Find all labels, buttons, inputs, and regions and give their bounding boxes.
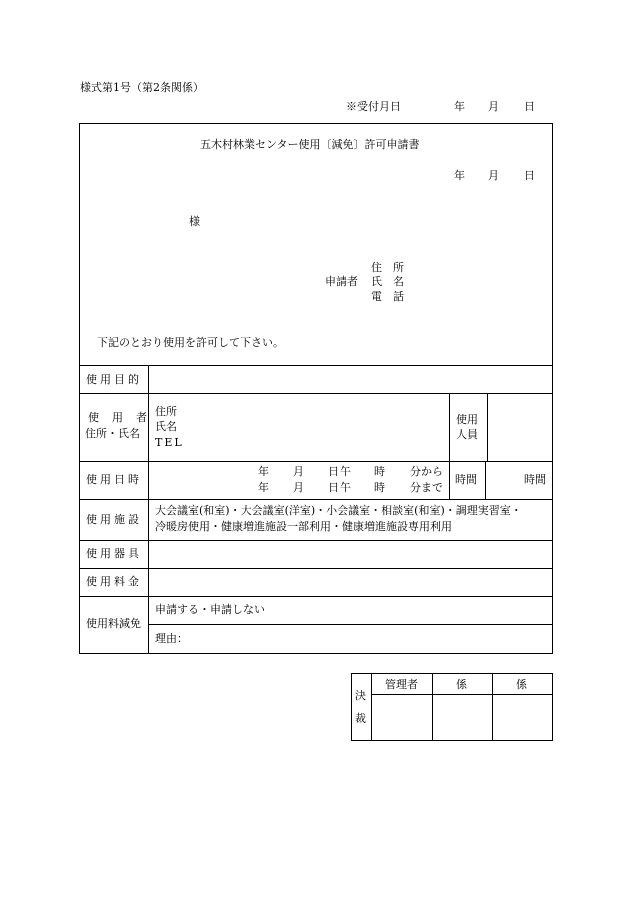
from-year: 年 bbox=[258, 465, 269, 478]
phone-label: 電 話 bbox=[371, 290, 404, 303]
approval-divider bbox=[492, 673, 493, 741]
hours-unit: 時間 bbox=[524, 473, 546, 486]
receipt-month: 月 bbox=[488, 100, 499, 113]
approval-label-top: 決 bbox=[355, 689, 366, 702]
receipt-label: ※受付月日 bbox=[346, 100, 401, 113]
request-text: 下記のとおり使用を許可して下さい。 bbox=[97, 336, 284, 349]
row-divider bbox=[79, 540, 553, 541]
approval-col-staff-1: 係 bbox=[456, 678, 467, 691]
from-minute: 分から bbox=[410, 465, 443, 478]
applicant-label: 申請者 bbox=[325, 275, 358, 288]
approval-divider bbox=[371, 694, 553, 695]
row-divider bbox=[79, 393, 553, 394]
name-label: 氏 名 bbox=[371, 275, 404, 288]
address-label: 住 所 bbox=[371, 261, 404, 274]
form-number: 様式第1号（第2条関係） bbox=[80, 81, 204, 94]
approval-col-manager: 管理者 bbox=[385, 678, 418, 691]
approval-divider bbox=[432, 673, 433, 741]
from-day: 日 bbox=[328, 465, 339, 478]
fee-label: 使用料金 bbox=[86, 575, 142, 588]
facility-options-line-1: 大会議室(和室)・大会議室(洋室)・小会議室・相談室(和室)・調理実習室・ bbox=[155, 504, 522, 517]
from-ampm: 午 bbox=[340, 465, 351, 478]
count-label-2: 人員 bbox=[456, 428, 478, 441]
row-divider bbox=[79, 461, 553, 462]
from-month: 月 bbox=[293, 465, 304, 478]
exemption-label: 使用料減免 bbox=[86, 617, 141, 630]
receipt-day: 日 bbox=[524, 100, 535, 113]
label-column-divider bbox=[148, 365, 149, 654]
purpose-label: 使用目的 bbox=[86, 373, 142, 386]
receipt-year: 年 bbox=[454, 100, 465, 113]
row-divider bbox=[79, 596, 553, 597]
form-title: 五木村林業センター使用〔減免〕許可申請書 bbox=[200, 138, 420, 151]
row-divider bbox=[148, 624, 553, 625]
addressee-suffix: 様 bbox=[189, 215, 200, 228]
exemption-option: 申請する・申請しない bbox=[155, 603, 265, 616]
user-label-1: 使 用 者 bbox=[88, 411, 148, 424]
to-month: 月 bbox=[293, 481, 304, 494]
approval-col-staff-2: 係 bbox=[516, 678, 527, 691]
date-month: 月 bbox=[488, 169, 499, 182]
row-divider bbox=[79, 568, 553, 569]
datetime-label: 使用日時 bbox=[86, 473, 142, 486]
row-divider bbox=[79, 499, 553, 500]
equipment-label: 使用器具 bbox=[86, 547, 142, 560]
approval-divider bbox=[371, 673, 372, 741]
application-form bbox=[79, 123, 553, 654]
to-hour: 時 bbox=[374, 481, 385, 494]
date-year: 年 bbox=[454, 169, 465, 182]
facility-label: 使用施設 bbox=[86, 513, 142, 526]
approval-label-bottom: 裁 bbox=[355, 712, 366, 725]
to-day: 日 bbox=[328, 481, 339, 494]
reason-label: 理由： bbox=[155, 632, 188, 645]
to-minute: 分まで bbox=[410, 481, 443, 494]
count-label-1: 使用 bbox=[456, 413, 478, 426]
date-day: 日 bbox=[524, 169, 535, 182]
to-ampm: 午 bbox=[340, 481, 351, 494]
user-tel: TEL bbox=[155, 436, 184, 449]
hours-label: 時間 bbox=[455, 473, 477, 486]
row-divider bbox=[79, 365, 553, 366]
column-divider bbox=[487, 393, 488, 461]
user-name: 氏名 bbox=[155, 420, 177, 433]
user-address: 住所 bbox=[155, 405, 177, 418]
column-divider bbox=[485, 461, 486, 499]
user-label-2: 住所・氏名 bbox=[85, 427, 140, 440]
column-divider bbox=[449, 393, 450, 499]
facility-options-line-2: 冷暖房使用・健康増進施設一部利用・健康増進施設専用利用 bbox=[155, 520, 452, 533]
to-year: 年 bbox=[258, 481, 269, 494]
from-hour: 時 bbox=[374, 465, 385, 478]
